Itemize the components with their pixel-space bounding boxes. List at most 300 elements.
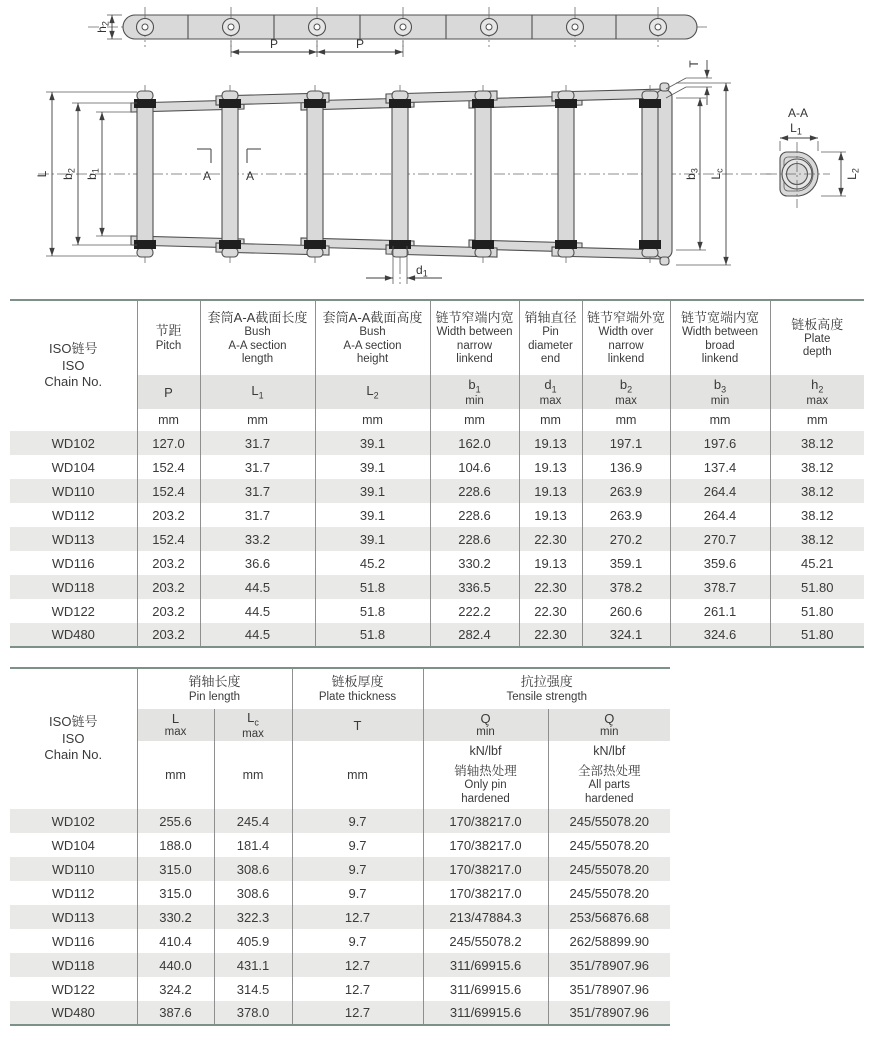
t1-value: 203.2 [137, 503, 200, 527]
strength-table-body [10, 809, 670, 1025]
symbol-sub: 3 [721, 384, 727, 395]
t1-value: 51.8 [315, 599, 430, 623]
t1-value: 228.6 [430, 479, 519, 503]
symbol-base: L [247, 709, 255, 725]
col-title-en: A-A section [343, 339, 402, 352]
iso-label-cn: ISO链号 [49, 340, 98, 356]
technical-drawing [0, 0, 874, 296]
t1-value: 104.6 [430, 455, 519, 479]
t1-row-WD102 [10, 431, 864, 455]
t1-value: 261.1 [670, 599, 770, 623]
col-title-en: Pin [542, 326, 559, 339]
symbol [544, 376, 557, 395]
t2-value: 170/38217.0 [423, 857, 548, 881]
col-title-cn: 节距 [155, 323, 182, 339]
t1-value: 51.8 [315, 575, 430, 599]
t2-value: 170/38217.0 [423, 833, 548, 857]
chain-no: WD122 [10, 599, 137, 623]
t2-value: 324.2 [137, 977, 214, 1001]
t2-value: 255.6 [137, 809, 214, 833]
symbol-base: d [544, 376, 552, 392]
symbol-sub: c [254, 717, 259, 728]
symbol-limit: max [806, 394, 829, 407]
symbol-limit: max [164, 726, 187, 739]
iso-label-cn: ISO链号 [49, 713, 98, 729]
t1-value: 22.30 [519, 575, 582, 599]
symbol-sub: 1 [258, 390, 264, 401]
t1-value: 222.2 [430, 599, 519, 623]
chain-no: WD110 [10, 479, 137, 503]
t1-value: 203.2 [137, 599, 200, 623]
t2-row-WD110 [10, 857, 670, 881]
t1-row-WD110 [10, 479, 864, 503]
t1-value: 324.1 [582, 623, 670, 647]
symbol-sub: 2 [818, 384, 824, 395]
symbol-limit: max [539, 394, 562, 407]
symbol [366, 383, 379, 401]
col-title-en: A-A section [228, 339, 287, 352]
col-title-cn: 套筒A-A截面高度 [322, 310, 423, 326]
t2-row-WD113 [10, 905, 670, 929]
symbol-limit: max [615, 394, 637, 407]
symbol-base: P [164, 384, 173, 400]
t2-value: 170/38217.0 [423, 809, 548, 833]
t2-col-unit-Q4: kN/lbf [593, 744, 626, 758]
dim-label-L: L [35, 170, 49, 178]
t1-value: 152.4 [137, 455, 200, 479]
symbol [468, 376, 481, 395]
t1-value: 31.7 [200, 455, 315, 479]
t2-value: 351/78907.96 [569, 981, 650, 997]
t2-value: 181.4 [214, 833, 292, 857]
t1-col-header-b1 [430, 300, 519, 375]
t1-value: 51.80 [800, 603, 834, 619]
section-mark-a-right: A [245, 169, 255, 183]
chain-no: WD102 [10, 809, 137, 833]
t2-value: 9.7 [292, 929, 423, 953]
t2-value: 315.0 [137, 857, 214, 881]
note-en: All parts [588, 779, 631, 792]
t1-value: 38.12 [800, 507, 834, 523]
t1-value: 260.6 [582, 599, 670, 623]
t1-value: 33.2 [200, 527, 315, 551]
t1-value: 263.9 [582, 503, 670, 527]
t1-value: 203.2 [137, 575, 200, 599]
t1-value: 264.4 [670, 503, 770, 527]
t2-row-WD122 [10, 977, 670, 1001]
t1-col-symbol-h2 [770, 375, 864, 409]
t1-value: 39.1 [315, 479, 430, 503]
t1-value: 19.13 [519, 479, 582, 503]
iso-label-en: ISO [62, 357, 85, 373]
t1-col-unit-d1: mm [519, 409, 582, 431]
symbol-base: Q [480, 711, 491, 727]
t1-col-symbol-L2 [315, 375, 430, 409]
t2-value: 12.7 [292, 905, 423, 929]
t2-value: 253/56876.68 [569, 909, 650, 925]
col-title-en: height [356, 352, 389, 365]
chain-no: WD102 [10, 431, 137, 455]
t1-value: 19.13 [519, 455, 582, 479]
symbol-limit: min [600, 726, 619, 739]
t1-value: 38.12 [800, 483, 834, 499]
col-title-en: linkend [607, 352, 645, 365]
chain-no: WD110 [10, 857, 137, 881]
t1-value: 270.7 [670, 527, 770, 551]
col-title-en: narrow [456, 339, 493, 352]
plan-view [35, 60, 772, 284]
t2-col-unit-Lc1: mm [214, 741, 292, 809]
section-title: A-A [787, 106, 809, 120]
t1-row-WD480 [10, 623, 864, 647]
t2-value: 9.7 [292, 881, 423, 905]
group-title-cn: 链板厚度 [331, 674, 384, 690]
section-mark-a-left: A [202, 169, 212, 183]
t2-value: 311/69915.6 [423, 953, 548, 977]
t2-value: 351/78907.96 [569, 957, 650, 973]
t1-value: 359.6 [670, 551, 770, 575]
group-title-en: Plate thickness [318, 690, 397, 703]
symbol-limit: min [476, 726, 495, 739]
col-title-en: depth [802, 346, 832, 359]
symbol-base: b [468, 376, 476, 392]
t2-value: 330.2 [137, 905, 214, 929]
t1-row-WD118 [10, 575, 864, 599]
t1-value: 51.80 [800, 579, 834, 595]
note-cn: 销轴热处理 [454, 764, 517, 779]
note-cn: 全部热处理 [578, 764, 641, 779]
t2-value: 308.6 [214, 857, 292, 881]
dim-label-d1: $d_1$ [416, 263, 428, 279]
group-title-en: Tensile strength [506, 690, 588, 703]
symbol-sub: 2 [373, 390, 379, 401]
t1-col-symbol-d1 [519, 375, 582, 409]
chain-no: WD118 [10, 575, 137, 599]
t1-value: 19.13 [519, 551, 582, 575]
t1-col-symbol-P [137, 375, 200, 409]
col-title-cn: 链节窄端内宽 [435, 310, 514, 326]
symbol-base: b [713, 376, 722, 392]
t1-col-symbol-b2 [582, 375, 670, 409]
t2-value: 12.7 [292, 1001, 423, 1025]
t2-col-symbol-T2 [292, 709, 423, 741]
t1-value: 282.4 [430, 623, 519, 647]
note-en: Only pin [464, 779, 507, 792]
t1-value: 228.6 [430, 527, 519, 551]
col-title-en: length [241, 352, 274, 365]
t1-value: 44.5 [200, 575, 315, 599]
t1-row-WD113 [10, 527, 864, 551]
t1-value: 31.7 [200, 479, 315, 503]
t1-col-header-L1 [200, 300, 315, 375]
t2-value: 245/55078.2 [423, 929, 548, 953]
t1-row-WD116 [10, 551, 864, 575]
t1-col-symbol-b1 [430, 375, 519, 409]
t2-value: 245/55078.20 [569, 861, 650, 877]
col-title-en: Pitch [155, 339, 182, 352]
symbol-base: b [619, 376, 628, 392]
t2-value: 262/58899.90 [569, 933, 650, 949]
symbol-base: Q [604, 711, 615, 727]
t1-value: 51.8 [315, 623, 430, 647]
dim-label-b2: $b_2$ [61, 168, 77, 180]
t1-value: 38.12 [800, 435, 834, 451]
t1-value: 152.4 [137, 527, 200, 551]
t1-col-header-h2 [770, 300, 864, 375]
symbol-limit: min [710, 394, 730, 407]
dimensions-table [10, 299, 864, 648]
note-en: hardened [584, 792, 634, 805]
dim-label-p-right: P [355, 37, 365, 51]
t1-value: 31.7 [200, 431, 315, 455]
t1-value: 330.2 [430, 551, 519, 575]
dim-label-b3: $b_3$ [684, 168, 700, 180]
t2-row-WD116 [10, 929, 670, 953]
chain-no: WD480 [10, 623, 137, 647]
group-title-cn: 销轴长度 [188, 674, 241, 690]
col-title-en: Width over [598, 326, 654, 339]
group-title-cn: 抗拉强度 [520, 674, 573, 690]
chain-no: WD104 [10, 833, 137, 857]
dim-label-L2: $L_2$ [845, 168, 861, 180]
t1-col-symbol-b3 [670, 375, 770, 409]
chain-no: WD104 [10, 455, 137, 479]
t1-value: 44.5 [200, 599, 315, 623]
t2-value: 410.4 [137, 929, 214, 953]
chain-no: WD122 [10, 977, 137, 1001]
t1-value: 263.9 [582, 479, 670, 503]
t2-row-WD118 [10, 953, 670, 977]
symbol [164, 385, 173, 400]
side-view [88, 7, 708, 57]
col-title-en: linkend [456, 352, 493, 365]
t1-value: 203.2 [137, 623, 200, 647]
col-title-en: Bush [244, 326, 271, 339]
t1-col-unit-b1: mm [430, 409, 519, 431]
t1-value: 359.1 [582, 551, 670, 575]
t1-value: 152.4 [137, 479, 200, 503]
t2-value: 245/55078.20 [569, 813, 650, 829]
symbol-limit: max [242, 727, 264, 740]
t1-col-unit-h2: mm [806, 413, 828, 427]
t1-value: 22.30 [519, 599, 582, 623]
t2-iso-chain-no-header [10, 668, 137, 809]
dim-label-p-left: P [269, 37, 279, 51]
t2-value: 314.5 [214, 977, 292, 1001]
t2-value: 311/69915.6 [423, 977, 548, 1001]
t2-value: 9.7 [292, 857, 423, 881]
t1-col-header-b3 [670, 300, 770, 375]
t1-value: 22.30 [519, 527, 582, 551]
t1-value: 162.0 [430, 431, 519, 455]
t2-value: 12.7 [292, 953, 423, 977]
t1-col-header-b2 [582, 300, 670, 375]
t1-value: 45.2 [315, 551, 430, 575]
t2-col-symbol-L0 [137, 709, 214, 741]
t1-col-unit-b3: mm [670, 409, 770, 431]
t1-col-header-P [137, 300, 200, 375]
col-title-en: diameter [528, 339, 573, 352]
symbol-sub: 2 [627, 384, 633, 395]
t2-value: 405.9 [214, 929, 292, 953]
t1-row-WD122 [10, 599, 864, 623]
t2-col-unit-T2: mm [292, 741, 423, 809]
symbol-limit: min [465, 394, 484, 407]
symbol [247, 709, 259, 728]
col-title-en: linkend [701, 352, 739, 365]
t1-col-header-L2 [315, 300, 430, 375]
t2-value: 378.0 [214, 1001, 292, 1025]
dim-label-b1: $b_1$ [85, 168, 101, 180]
t1-value: 39.1 [315, 503, 430, 527]
t2-value: 315.0 [137, 881, 214, 905]
t2-value: 9.7 [292, 833, 423, 857]
col-title-cn: 链板高度 [791, 316, 844, 332]
t1-value: 228.6 [430, 503, 519, 527]
t2-col-symbol-Q3 [423, 709, 548, 741]
symbol-base: L [251, 383, 259, 399]
col-title-en: Bush [359, 326, 386, 339]
t2-value: 188.0 [137, 833, 214, 857]
chain-no: WD480 [10, 1001, 137, 1025]
dim-label-L1: $L_1$ [790, 121, 802, 137]
t1-value: 38.12 [800, 459, 834, 475]
chain-no: WD113 [10, 905, 137, 929]
iso-label-en2: Chain No. [44, 374, 103, 390]
symbol [604, 711, 614, 726]
symbol-base: L [366, 383, 374, 399]
t1-row-WD104 [10, 455, 864, 479]
t1-value: 324.6 [670, 623, 770, 647]
t1-value: 378.2 [582, 575, 670, 599]
t2-group-header-1 [292, 668, 423, 709]
col-title-en: end [540, 352, 561, 365]
col-title-cn: 链节窄端外宽 [586, 310, 665, 326]
symbol [619, 376, 633, 395]
t2-value: 311/69915.6 [423, 1001, 548, 1025]
t1-value: 38.12 [800, 531, 834, 547]
iso-label-en2: Chain No. [44, 747, 103, 763]
chain-no: WD112 [10, 881, 137, 905]
t1-row-WD112 [10, 503, 864, 527]
t2-col-unit-Q3: kN/lbf [423, 741, 548, 761]
dim-label-h2: $h_2$ [95, 21, 111, 33]
chain-no: WD118 [10, 953, 137, 977]
symbol [172, 711, 179, 726]
symbol [251, 383, 264, 401]
dimensions-table-body [10, 431, 864, 647]
t2-row-WD480 [10, 1001, 670, 1025]
col-title-en: Plate [804, 332, 831, 345]
t1-value: 44.5 [200, 623, 315, 647]
t2-value: 9.7 [292, 809, 423, 833]
chain-no: WD113 [10, 527, 137, 551]
col-title-en: broad [705, 339, 735, 352]
symbol-base: h [811, 376, 819, 392]
strength-table-header [10, 668, 670, 809]
dim-label-Lc: $L_c$ [709, 168, 725, 180]
dimensions-table-header [10, 300, 864, 431]
col-title-en: narrow [608, 339, 644, 352]
iso-label-en: ISO [62, 730, 85, 746]
t2-row-WD102 [10, 809, 670, 833]
t2-value: 387.6 [137, 1001, 214, 1025]
t1-value: 197.1 [582, 431, 670, 455]
t1-value: 31.7 [200, 503, 315, 527]
t2-value: 213/47884.3 [423, 905, 548, 929]
t1-col-symbol-L1 [200, 375, 315, 409]
t1-value: 19.13 [519, 503, 582, 527]
t1-value: 137.4 [670, 455, 770, 479]
t1-value: 45.21 [800, 555, 834, 571]
t1-value: 336.5 [430, 575, 519, 599]
t1-col-header-d1 [519, 300, 582, 375]
symbol [480, 711, 490, 726]
symbol [713, 376, 727, 395]
t2-value: 245/55078.20 [569, 837, 650, 853]
t1-value: 36.6 [200, 551, 315, 575]
t1-value: 19.13 [519, 431, 582, 455]
col-title-cn: 套筒A-A截面长度 [207, 310, 308, 326]
col-title-en: Width between [681, 326, 759, 339]
t2-row-WD104 [10, 833, 670, 857]
t2-col-note-Q4 [548, 761, 670, 809]
col-title-en: Width between [436, 326, 513, 339]
t2-group-header-0 [137, 668, 292, 709]
t2-value: 308.6 [214, 881, 292, 905]
col-title-cn: 销轴直径 [524, 310, 577, 326]
dim-label-T: T [687, 60, 701, 68]
t2-group-header-2 [423, 668, 670, 709]
t1-col-unit-L1: mm [200, 409, 315, 431]
t2-value: 351/78907.96 [569, 1005, 650, 1020]
symbol-sub: 1 [475, 384, 481, 395]
t2-value: 440.0 [137, 953, 214, 977]
chain-no: WD116 [10, 929, 137, 953]
t1-value: 22.30 [519, 623, 582, 647]
group-title-en: Pin length [188, 690, 241, 703]
t1-col-unit-P: mm [137, 409, 200, 431]
t1-value: 39.1 [315, 527, 430, 551]
t2-value: 170/38217.0 [423, 881, 548, 905]
t1-value: 270.2 [582, 527, 670, 551]
t1-value: 127.0 [137, 431, 200, 455]
symbol-base: T [353, 717, 362, 733]
note-en: hardened [461, 792, 510, 805]
t1-value: 197.6 [670, 431, 770, 455]
t1-col-unit-L2: mm [315, 409, 430, 431]
t2-value: 431.1 [214, 953, 292, 977]
chain-no: WD112 [10, 503, 137, 527]
section-view [766, 106, 861, 208]
symbol [354, 718, 362, 733]
t2-value: 322.3 [214, 905, 292, 929]
symbol-base: L [171, 711, 180, 727]
t2-row-WD112 [10, 881, 670, 905]
t2-col-note-Q3 [423, 761, 548, 809]
t1-iso-chain-no-header [10, 300, 137, 431]
t2-col-symbol-Lc1 [214, 709, 292, 741]
chain-no: WD116 [10, 551, 137, 575]
t1-col-unit-b2: mm [582, 409, 670, 431]
t1-value: 136.9 [582, 455, 670, 479]
t2-col-symbol-Q4 [548, 709, 670, 741]
strength-table [10, 667, 670, 1026]
t1-value: 203.2 [137, 551, 200, 575]
symbol-sub: 1 [551, 384, 557, 395]
symbol [811, 376, 824, 395]
t1-value: 39.1 [315, 431, 430, 455]
